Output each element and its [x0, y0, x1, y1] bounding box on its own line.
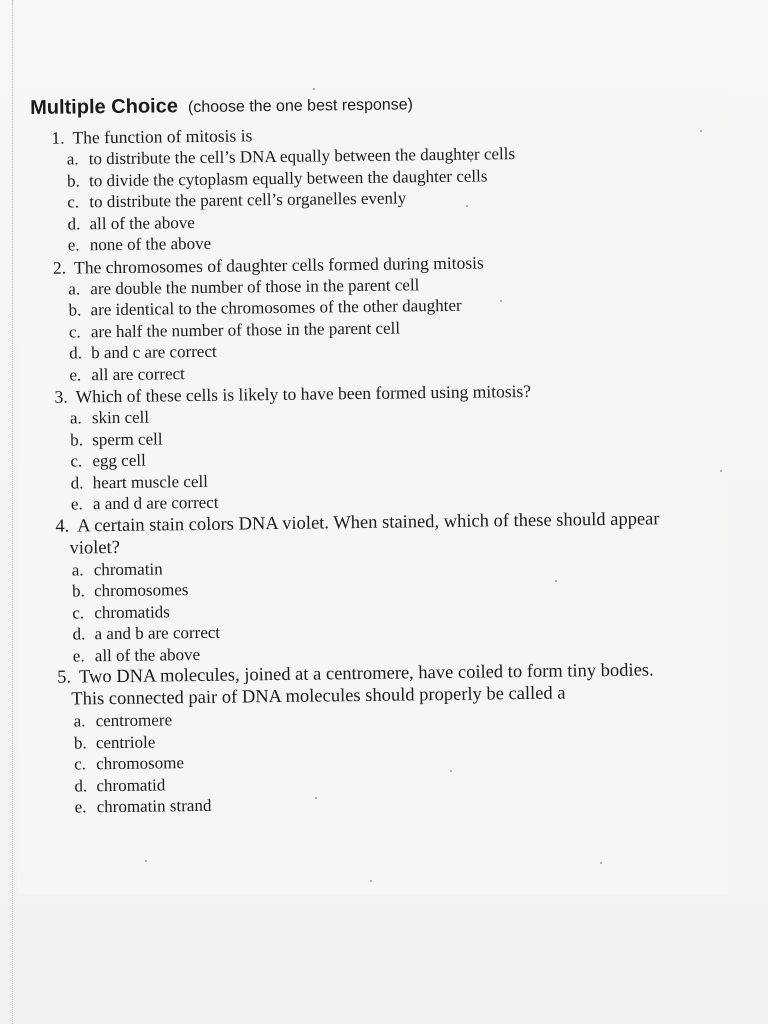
- choice-letter: a.: [71, 559, 84, 580]
- choice-letter: e.: [70, 494, 83, 514]
- choice-letter: d.: [70, 472, 84, 493]
- choice-text: all are correct: [91, 363, 185, 384]
- choice-letter: a.: [73, 711, 86, 731]
- question-text: Which of these cells is likely to have been formed using mitosis?: [75, 380, 532, 407]
- choice-text: chromosomes: [93, 580, 189, 601]
- choice-text: a and b are correct: [94, 622, 221, 644]
- choice-letter: a.: [69, 408, 82, 428]
- choice-letter: d.: [74, 775, 88, 796]
- choice-text: chromosome: [96, 753, 185, 774]
- choice-text: a and d are correct: [92, 492, 219, 514]
- question-2: [32, 248, 714, 386]
- choice-text: chromatid: [96, 774, 166, 795]
- choice-letter: e.: [72, 645, 85, 666]
- choice-letter: c.: [68, 321, 81, 342]
- choice-text: skin cell: [91, 407, 150, 428]
- choice-letter: b.: [66, 170, 80, 191]
- scan-speck: [370, 880, 372, 882]
- scan-speck: [720, 470, 722, 472]
- choice-letter: a.: [68, 278, 81, 299]
- choice-text: all of the above: [89, 212, 195, 233]
- question-number: 3.: [54, 386, 68, 407]
- choice-text: all of the above: [94, 644, 201, 665]
- choice-letter: b.: [71, 581, 85, 601]
- choice-text: b and c are correct: [91, 341, 217, 363]
- question-1: [30, 119, 712, 257]
- question-4: [35, 507, 717, 667]
- choice-letter: e.: [67, 235, 80, 255]
- choice-text: sperm cell: [92, 428, 163, 449]
- question-5: [37, 659, 719, 819]
- choice-text: egg cell: [92, 450, 146, 471]
- choice-letter: c.: [74, 754, 87, 774]
- worksheet-content: [30, 89, 719, 819]
- choice-letter: c.: [67, 192, 80, 212]
- scan-speck: [145, 860, 147, 862]
- question-text: Two DNA molecules, joined at a centromere, have coiled to form tiny bodies.: [78, 660, 654, 688]
- choice-text: centromere: [95, 710, 173, 731]
- question-3: [34, 378, 716, 516]
- choice-letter: e.: [74, 797, 87, 817]
- choice-text: are half the number of those in the parent cell: [90, 317, 401, 341]
- choice-letter: b.: [70, 429, 84, 450]
- choice-letter: c.: [70, 451, 83, 471]
- choice-letter: c.: [72, 602, 85, 623]
- question-text: A certain stain colors DNA violet. When stained, which of these should appear: [77, 508, 660, 536]
- choice-text: none of the above: [89, 233, 212, 255]
- question-text: The chromosomes of daughter cells formed during mitosis: [73, 251, 484, 277]
- choice-text: chromatin strand: [96, 795, 212, 817]
- question-number: 4.: [55, 516, 70, 537]
- choice-text: to distribute the cell’s DNA equally between the daughter cells: [88, 144, 516, 169]
- choice-text: heart muscle cell: [92, 471, 208, 492]
- choice-letter: d.: [67, 213, 81, 234]
- question-text: The function of mitosis is: [72, 125, 253, 148]
- choice-text: centriole: [95, 732, 156, 752]
- choice-text: are identical to the chromosomes of the other daughter: [90, 295, 462, 320]
- choice-letter: b.: [73, 732, 87, 753]
- choice-letter: e.: [69, 364, 82, 385]
- choice-letter: d.: [72, 624, 86, 644]
- question-text-continued: violet?: [69, 537, 120, 559]
- question-number: 2.: [52, 257, 67, 278]
- question-number: 1.: [51, 127, 65, 148]
- choice-text: chromatin: [93, 558, 163, 579]
- choice-text: chromatids: [94, 601, 170, 622]
- choice-text: to distribute the parent cell’s organelles evenly: [89, 188, 407, 212]
- section-instructions: (choose the one best response): [187, 96, 414, 117]
- question-text-continued: This connected pair of DNA molecules should properly be called a: [71, 683, 566, 710]
- choice-text: are double the number of those in the parent cell: [90, 274, 420, 298]
- choice-letter: a.: [66, 149, 79, 169]
- scan-speck: [600, 862, 602, 864]
- choice-letter: b.: [68, 300, 82, 320]
- section-title: Multiple Choice: [30, 95, 179, 119]
- choice-letter: d.: [69, 343, 82, 363]
- choice-text: to divide the cytoplasm equally between the daughter cells: [88, 165, 488, 190]
- question-number: 5.: [57, 667, 72, 688]
- page-edge-divider: [12, 0, 13, 1024]
- scan-speck: [313, 88, 315, 90]
